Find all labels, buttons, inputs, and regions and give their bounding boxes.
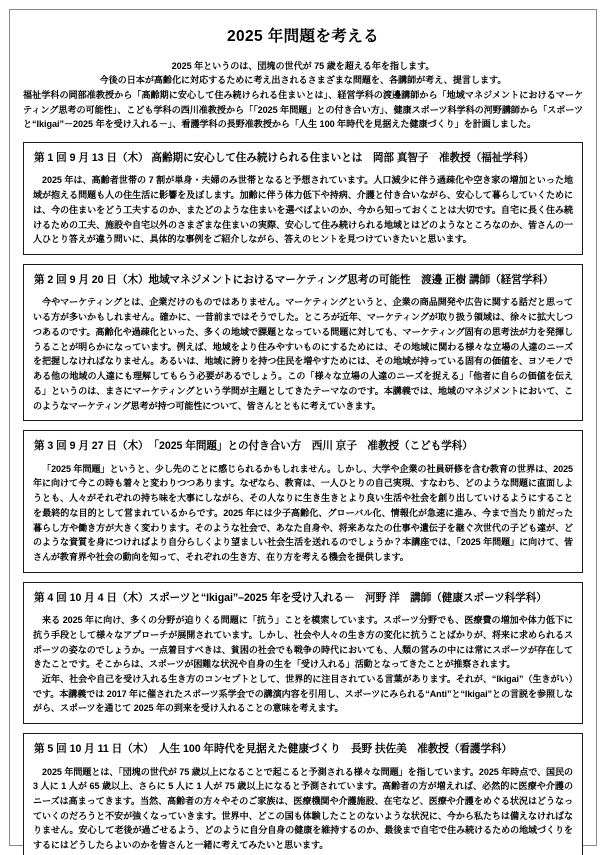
session-box-2 [23,264,583,421]
session-box-1 [23,142,583,255]
session-box-3 [23,430,583,572]
intro-body-text: 福祉学科の岡部准教授から「高齢期に安心して住み続けられる住まいとは」、経営学科の渡邊講師から「地域マネジメントにおけるマーケティング思考の可能性」、こども学科の西川准教授から「「2025 年問題」との付き合い方」、健康スポーツ科学科の河野講師から「スポーツと“Ikigai”－2025 年を受け入れる－」、看護学科の長野准教授から「人生 100 年時代を見据えた健康づくり」を計画しました。 [23,90,583,130]
intro-paragraph [23,59,583,133]
session-2-body: 今やマーケティングとは、企業だけのものではありません。マーケティングというと、企業の商品開発や広告に関する話だと思っている方が多いかもしれません。確かに、一昔前まではそうでした。ところが近年、マーケティングが取り扱う領域は、徐々に拡大しつつあるのです。高齢化や過疎化といった、多くの地域で課題となっている問題に対しても、マーケティング固有の思考法が力を発揮しうることが明らかになっています。例えば、地域をより住みやすいものにするためには、その地域に関わる様々な立場の人達のニーズを把握しなければなりません。あるいは、地域に誇りを持つ住民を増やすためには、その地域が持っている固有の価値を、ヨソモノである他の地域の人達にも理解してもらう必要があるでしょう。この「様々な立場の人達のニーズを捉える」「他者に自らの価値を伝える」というのは、まさにマーケティングという学問が主題としてきたテーマなのです。本講義では、地域のマネジメントにおいて、このようなマーケティング思考が持つ可能性について、皆さんとともに考えていきます。 [33,297,573,411]
session-4-body-continued: 近年、社会や自己を受け入れる生き方のコンセプトとして、世界的に注目されている言葉があります。それが、“Ikigai”（生きがい）です。本講義では 2017 年に催されたスポーツ系学会での講演内容を引用し、スポーツにみられる“Anti”と“Ikigai”との言説を参照しながら、スポーツを通じて 2025 年の到来を受け入れることの意味を考えます。 [33,674,573,714]
session-5-body: 2025 年問題とは、「団塊の世代が 75 歳以上になることで起こると予測される様々な問題」を指しています。2025 年時点で、国民の 3 人に 1 人が 65 歳以上、さらに 5 人に 1 人が 75 歳以上になると予測されています。高齢者の方が増えれば、必然的に医療や介護のニーズは高まってきます。当然、高齢者の方々やそのご家族は、医療機関や介護施設、在宅など、医療や介護をめぐる状況はどうなっていくのだろうと不安が強くなっていきます。世界中、どこの国も体験したことのないような状況に、今から私たちは備えなければなりません。安心して老後が過ごせるよう、どのように自分自身の健康を維持するのか、最後まで自宅で住み続けるための地域づくりをするにはどうしたらよいのかを皆さんと一緒に考えてみたいと思います。 [33,766,573,851]
session-1-body: 2025 年は、高齢者世帯の 7 割が単身・夫婦のみ世帯となると予想されています。人口減少に伴う過疎化や空き家の増加といった地域が抱える問題も人の住生活に影響を及ぼします。加齢に伴う体力低下や持病、介護と付き合いながら、安心して暮らしていくためには、今の住まいをどう工夫するのか、またどのような住まいを選べばよいのか、今から知っておくことは大切です。自宅に長く住み続けるための工夫、施設や自宅以外のさまざまな住まいの実際、安心して住み続けられる地域とはどのようなところなのか、皆さんの一人ひとり答えが違う問いに、具体的な事例をご紹介しながら、答えのヒントを見つけていきたいと思います。 [33,175,573,245]
session-box-4 [23,582,583,724]
session-3-header: 第 3 回 9 月 27 日（木） 「2025 年問題」との付き合い方 西川 京子 准教授（こども学科） [34,440,473,453]
intro-line-2: 今後の日本が高齢化に対応するために考え出されるさまざまな問題を、各講師が考え、提言します。 [99,75,507,86]
session-1-header: 第 1 回 9 月 13 日（木） 高齢期に安心して住み続けられる住まいとは 岡部 真智子 准教授（福祉学科） [34,152,534,165]
session-3-body: 「2025 年問題」というと、少し先のことに感じられるかもしれません。しかし、大学や企業の社員研修を含む教育の世界は、2025 年に向けて今この時も着々と変わりつつあります。なぜなら、教育は、一人ひとりの自己実現、すなわち、どのような問題に直面しようとも、人々がそれぞれの持ち味を大事にしながら、その人なりに生き生きとより良い生活や社会を創り出していけるようにすることを最終的な目的として営まれているからです。2025 年には少子高齢化、グローバル化、情報化が急速に進み、今まで当たり前だった暮らし方や働き方が大きく変わります。そのような社会で、あなた自身や、将来あなたの仕事や遺伝子を継ぐ次世代の子ども達が、どのような資質を身につければより自分らしくより望ましい社会生活を送れるのでしょうか？本講座では、「2025 年問題」に向けて、皆さんが教育界や社会の動向を知って、それぞれの生き方、在り方を考える機会を提供します。 [33,463,573,563]
session-4-body: 来る 2025 年に向け、多くの分野が迫りくる問題に「抗う」ことを模索しています。スポーツ分野でも、医療費の増加や体力低下に抗う手段として様々なアプローチが展開されています。しかし、社会や人々の生き方の変化に抗うことばかりが、将来に求められるスポーツの姿なのでしょうか。一点着目すべきは、貧困の社会でも戦争の時代においても、人類の営みの中には常にスポーツが存在してきたことです。そこからは、スポーツが困難な状況や自身の生を「受け入れる」活動となってきたことが推察されます。 [33,615,573,670]
page-title: 2025 年問題を考える [226,28,380,45]
intro-line-1: 2025 年というのは、団塊の世代が 75 歳を超える年を指します。 [171,60,435,71]
session-4-header: 第 4 回 10 月 4 日（木）スポーツと“Ikigai”–2025 年を受け入れる－ 河野 洋 講師（健康スポーツ科学科） [34,591,547,604]
session-box-5 [23,733,583,855]
session-2-header: 第 2 回 9 月 20 日（木）地域マネジメントにおけるマーケティング思考の可能性 渡邊 正樹 講師（経営学科） [34,274,554,287]
session-5-header: 第 5 回 10 月 11 日（木） 人生 100 年時代を見据えた健康づくり 長野 扶佐美 准教授（看護学科） [34,743,513,756]
